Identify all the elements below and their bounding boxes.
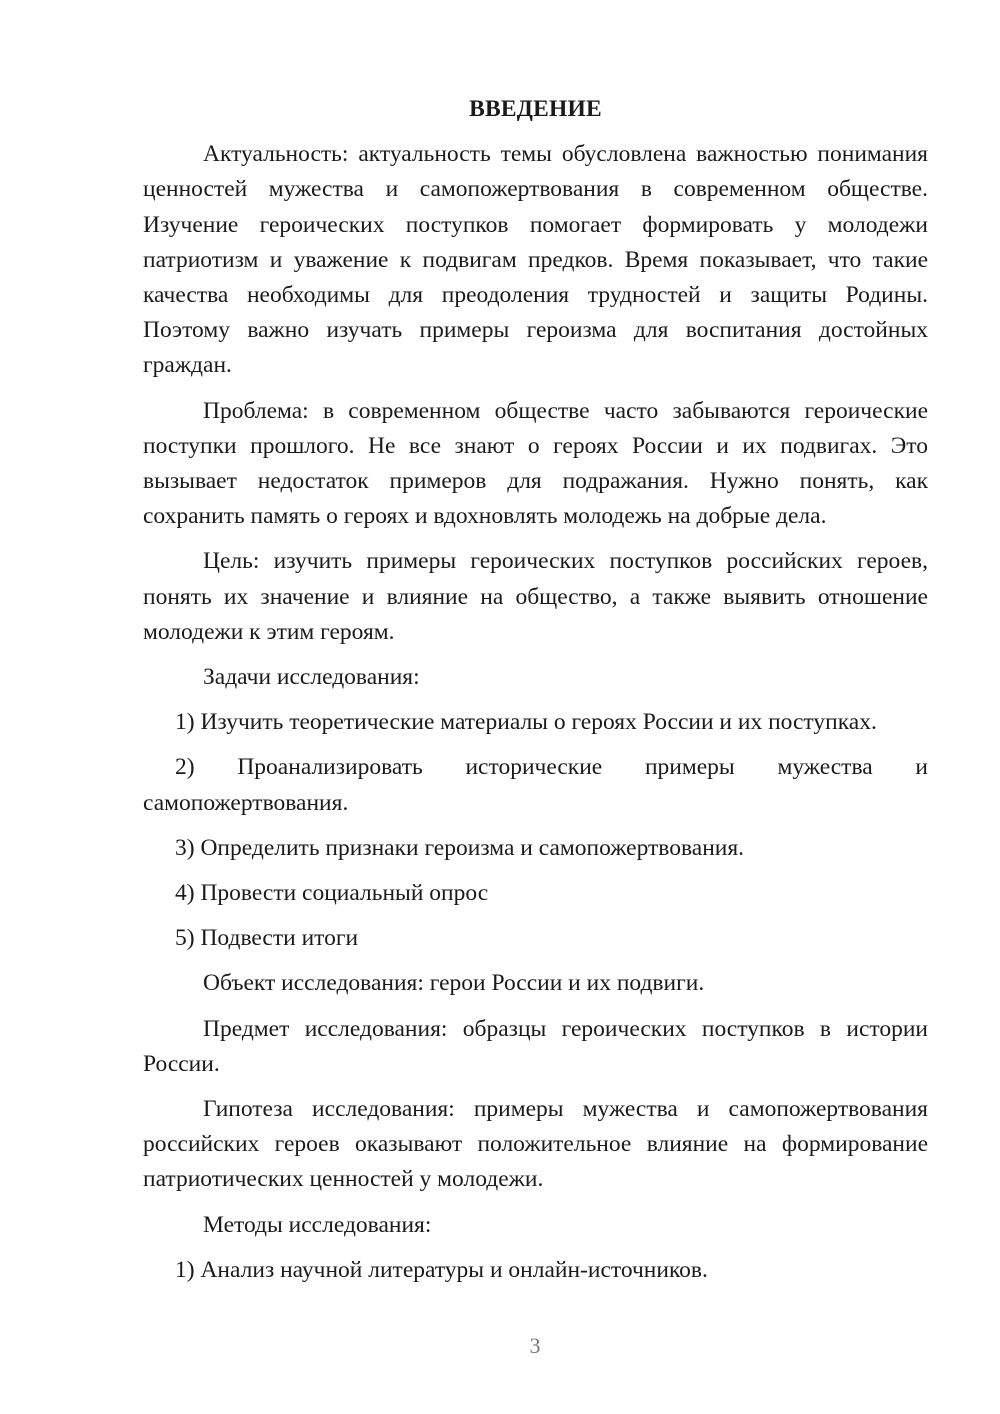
task-item-4: 4) Провести социальный опрос xyxy=(175,880,489,907)
task-item-3: 3) Определить признаки героизма и самопожертвования. xyxy=(175,834,745,861)
problem-paragraph: Проблема: в современном обществе часто забываются героические поступки прошлого. Не все знают о героях России и их подвигах. Это вызывает недостаток примеров для подражания. Нужно понять, как сохранить память о героях и вдохновлять молодежь на добрые дела. xyxy=(143,397,928,530)
task-item-1: 1) Изучить теоретические материалы о героях России и их поступках. xyxy=(175,709,877,736)
relevance-paragraph: Актуальность: актуальность темы обусловлена важностью понимания ценностей мужества и самопожертвования в современном обществе. Изучение героических поступков помогает формировать у молодежи патриотизм и уважение к подвигам предков. Время показывает, что такие качества необходимы для преодоления трудностей и защиты Родины. Поэтому важно изучать примеры героизма для воспитания достойных граждан. xyxy=(143,141,928,379)
task-item-2: 2) Проанализировать исторические примеры мужества и самопожертвования. xyxy=(143,754,928,816)
object-paragraph: Объект исследования: герои России и их подвиги. xyxy=(203,970,705,997)
hypothesis-paragraph: Гипотеза исследования: примеры мужества и самопожертвования российских героев оказывают положительное влияние на формирование патриотических ценностей у молодежи. xyxy=(143,1096,928,1193)
goal-paragraph: Цель: изучить примеры героических поступков российских героев, понять их значение и влияние на общество, а также выявить отношение молодежи к этим героям. xyxy=(143,548,928,645)
subject-paragraph: Предмет исследования: образцы героических поступков в истории России. xyxy=(143,1015,928,1077)
tasks-heading: Задачи исследования: xyxy=(203,664,420,691)
page-number: 3 xyxy=(529,1333,541,1358)
method-item-1: 1) Анализ научной литературы и онлайн-источников. xyxy=(175,1256,708,1283)
methods-heading: Методы исследования: xyxy=(203,1211,432,1238)
page-content xyxy=(143,92,928,1298)
section-title: ВВЕДЕНИЕ xyxy=(469,96,602,122)
task-item-5: 5) Подвести итоги xyxy=(175,925,359,952)
